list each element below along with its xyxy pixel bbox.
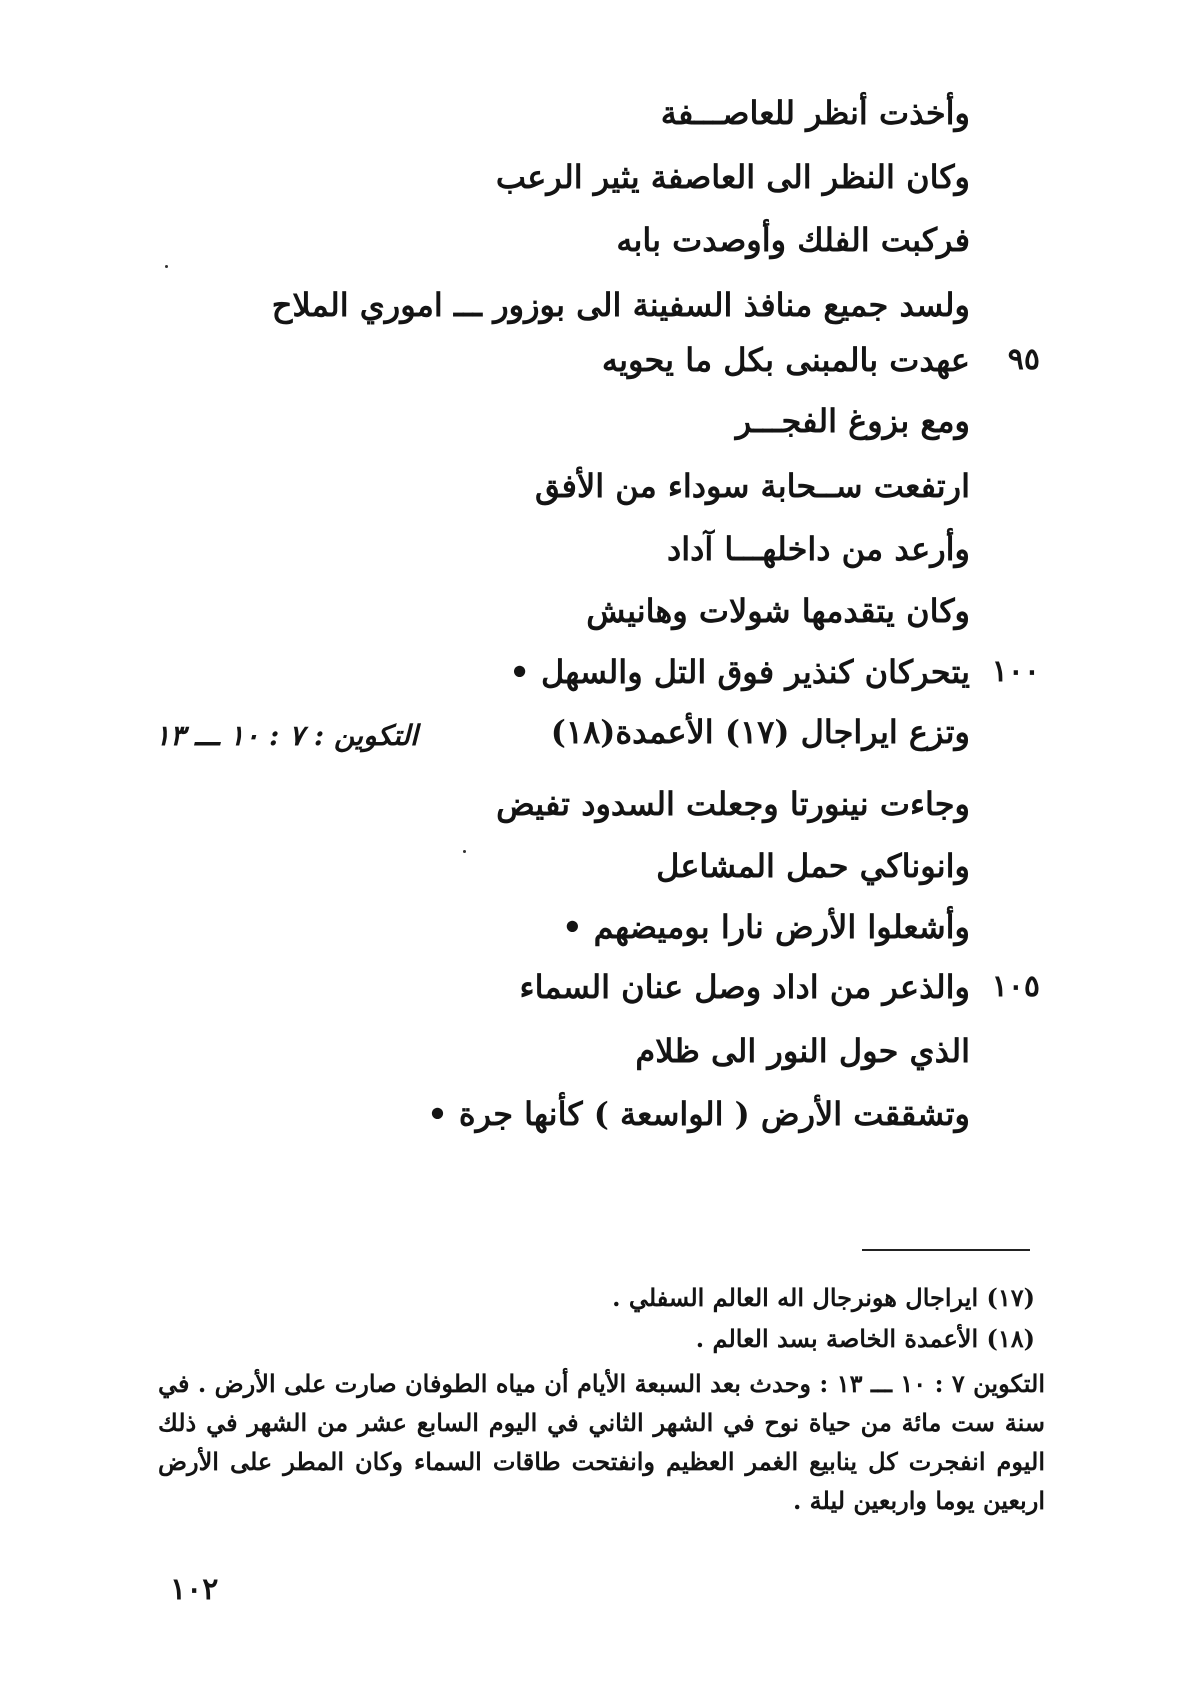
verse-line: وتشققت الأرض ( الواسعة ) كأنها جرة •	[427, 1095, 970, 1133]
print-speck	[165, 265, 168, 268]
page-number: ١٠٢	[170, 1572, 219, 1607]
verse-line: عهدت بالمبنى بكل ما يحويه	[601, 341, 970, 379]
print-speck	[463, 850, 466, 853]
verse-line: ارتفعت ســحابة سوداء من الأفق	[534, 467, 970, 505]
verse-line: وأشعلوا الأرض نارا بوميضهم •	[562, 908, 970, 946]
verse-line: وتزع ايراجال (١٧) الأعمدة(١٨)	[550, 713, 970, 751]
verse-line: وأرعد من داخلهـــا آداد	[666, 530, 970, 568]
line-number: ٩٥	[1007, 342, 1040, 377]
verse-line: فركبت الفلك وأوصدت بابه	[616, 221, 970, 259]
margin-reference: التكوين : ٧ : ١٠ ـــ ١٣	[155, 719, 418, 752]
verse-line: وكان النظر الى العاصفة يثير الرعب	[495, 158, 970, 196]
verse-line: وأخذت أنظر للعاصـــفة	[660, 94, 970, 132]
footnote-separator	[862, 1249, 1030, 1251]
verse-line: وكان يتقدمها شولات وهانيش	[586, 592, 970, 630]
footnote: (١٧) ايراجال هونرجال اله العالم السفلي .	[612, 1283, 1035, 1312]
line-number: ١٠٥	[991, 969, 1040, 1004]
verse-line: والذعر من اداد وصل عنان السماء	[519, 968, 970, 1006]
verse-line: ولسد جميع منافذ السفينة الى بوزور ـــ اموري الملاح	[271, 286, 970, 324]
verse-line: ومع بزوغ الفجـــر	[735, 402, 970, 440]
verse-line: وانوناكي حمل المشاعل	[656, 847, 970, 885]
verse-line: وجاءت نينورتا وجعلت السدود تفيض	[496, 785, 970, 823]
footnote-paragraph: التكوين ٧ : ١٠ ـــ ١٣ : وحدث بعد السبعة الأيام أن مياه الطوفان صارت على الأرض . في سنة ست مائة من حياة نوح في الشهر الثاني في اليوم السابع عشر من الشهر في ذلك اليوم انفجرت كل ينابيع الغمر العظيم وانفتحت طاقات السماء وكان المطر على الأرض اربعين يوما واربعين ليلة .	[158, 1369, 1045, 1515]
footnote: (١٨) الأعمدة الخاصة بسد العالم .	[695, 1324, 1035, 1353]
line-number: ١٠٠	[991, 654, 1040, 689]
verse-line: الذي حول النور الى ظلام	[635, 1032, 970, 1070]
verse-line: يتحركان كنذير فوق التل والسهل •	[509, 653, 970, 691]
